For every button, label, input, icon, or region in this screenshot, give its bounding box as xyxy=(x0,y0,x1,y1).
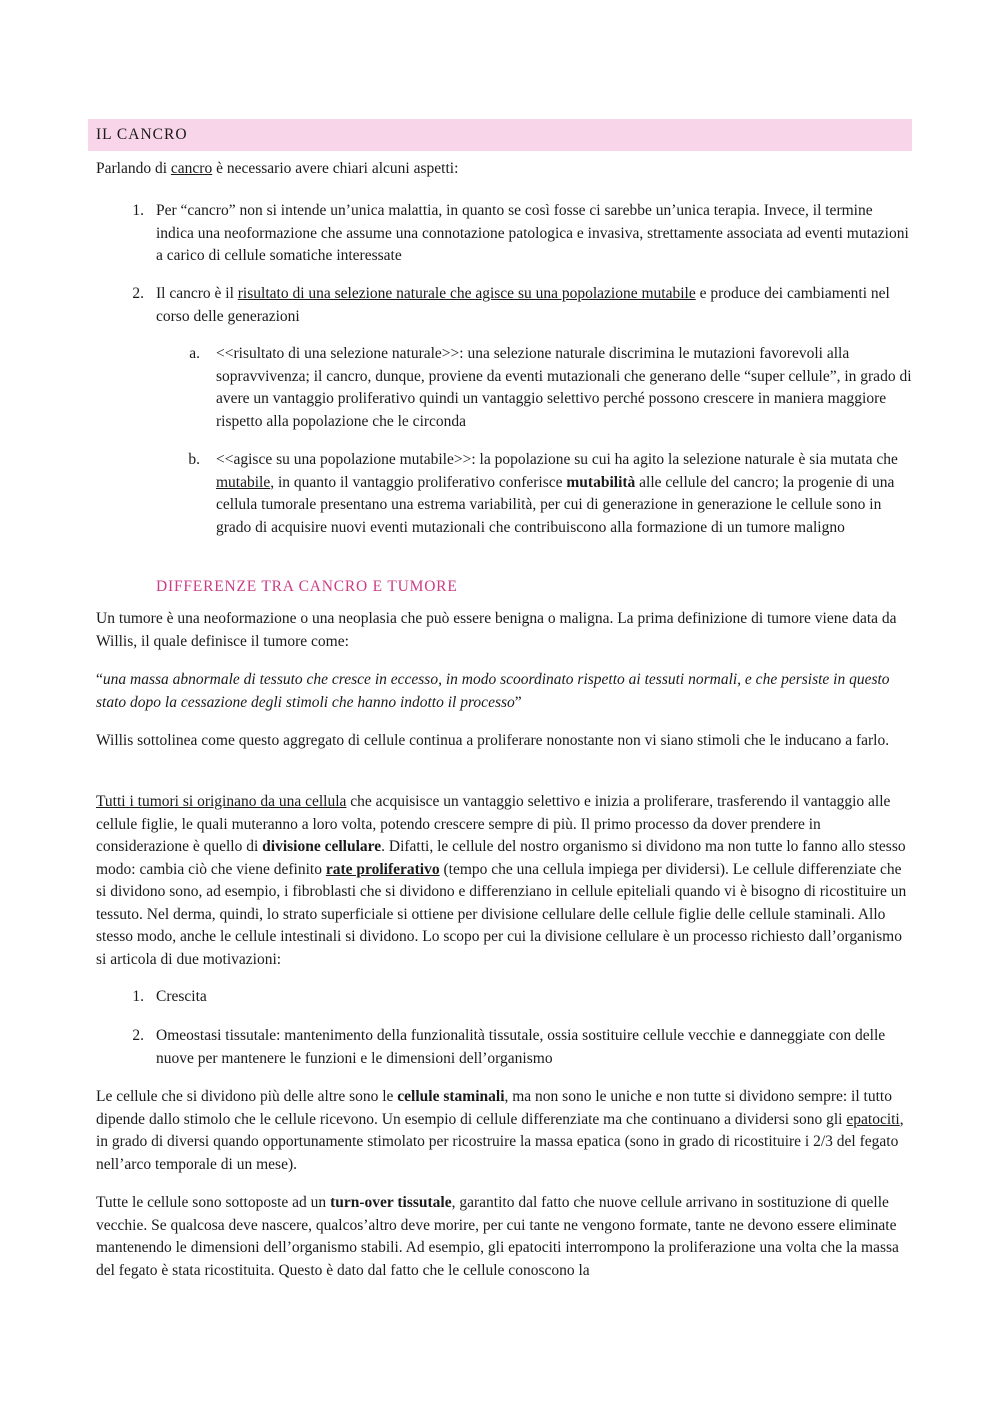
bold-term: turn-over tissutale xyxy=(330,1194,452,1211)
willis-quote xyxy=(96,669,912,714)
sub-list-item-letter: b. xyxy=(188,451,200,468)
intro-paragraph xyxy=(96,158,912,181)
list-item-text: Omeostasi tissutale: mantenimento della funzionalità tissutale, ossia sostituire cellule vecchie e danneggiate con delle nuove per mantenere le funzioni e le dimensioni dell’organismo xyxy=(156,1027,886,1067)
underlined-term: epatociti xyxy=(846,1110,900,1128)
list-item-number: 2. xyxy=(132,285,144,302)
subsection-heading: DIFFERENZE TRA CANCRO E TUMORE xyxy=(156,578,458,595)
bold-term: mutabilità xyxy=(566,473,636,491)
paragraph-turnover xyxy=(96,1192,912,1282)
underlined-phrase: Tutti i tumori si originano da una cellula xyxy=(96,793,347,810)
text-run: , ma non sono le uniche e non tutte si dividono sempre: il tutto dipende dallo stimolo che le cellule ricevono. Un esempio di cellule differenziate ma che continuano a dividersi sono gli xyxy=(96,1088,892,1128)
intro-text: Parlando di xyxy=(96,160,171,177)
text-run: <<agisce su una popolazione mutabile>>: la popolazione su cui ha agito la selezione naturale è sia mutata che xyxy=(216,451,898,468)
underlined-phrase: risultato di una selezione naturale che agisce su una popolazione mutabile xyxy=(237,285,696,302)
paragraph-stem-cells xyxy=(96,1086,912,1176)
text-run: Tutte le cellule sono sottoposte ad un xyxy=(96,1194,331,1211)
quote-close-mark: ” xyxy=(514,693,522,711)
quote-text: una massa abnormale di tessuto che cresce in eccesso, in modo scoordinato rispetto ai tessuti normali, e che persiste in questo stato dopo la cessazione degli stimoli che hanno indotto il processo xyxy=(96,671,890,711)
text-run: (tempo che una cellula impiega per dividersi). Le cellule differenziate che si dividono sono, ad esempio, i fibroblasti che si dividono e differenziano in cellule epiteliali quando vi è bisogno di ricostituire un tessuto. Nel derma, quindi, lo strato superficiale si ottiene per divisione cellulare delle cellule figlie delle cellule staminali. Allo stesso modo, anche le cellule intestinali si dividono. Lo scopo per cui la divisione cellulare è un processo richiesto dall’organismo si articola di due motivazioni: xyxy=(96,860,907,968)
sub-list-item-letter: a. xyxy=(189,345,200,362)
paragraph-cell-division xyxy=(96,791,912,971)
text-run: alle cellule del cancro; la progenie di una cellula tumorale presentano una estrema variabilità, per cui di generazione in generazione le cellule sono in grado di acquisire nuovi eventi mutazionali che contribuiscono alla formazione di un tumore maligno xyxy=(216,473,895,536)
text-run: Le cellule che si dividono più delle altre sono le xyxy=(96,1088,398,1105)
paragraph-tumor-definition: Un tumore è una neoformazione o una neoplasia che può essere benigna o maligna. La prima definizione di tumore viene data da Willis, il quale definisce il tumore come: xyxy=(96,610,897,650)
list-item-text xyxy=(156,283,912,328)
text-run: , in quanto il vantaggio proliferativo conferisce xyxy=(270,473,567,491)
bold-term: cellule staminali xyxy=(397,1088,505,1105)
list-item-number: 2. xyxy=(132,1027,144,1044)
intro-text-end: è necessario avere chiari alcuni aspetti: xyxy=(212,160,459,177)
intro-underlined-term: cancro xyxy=(170,160,213,177)
text-run: che acquisisce un vantaggio selettivo e inizia a proliferare, trasferendo il vantaggio alle cellule figlie, le quali muteranno a loro volta, potendo crescere sempre di più. Il primo processo da dover prendere in considerazione è quello di xyxy=(96,793,891,855)
bold-term: divisione cellulare xyxy=(262,838,382,855)
list-item-number: 1. xyxy=(132,202,144,219)
text-run: Il cancro è il xyxy=(156,285,238,302)
quote-open-mark: “ xyxy=(96,671,103,688)
text-run: , garantito dal fatto che nuove cellule arrivano in sostituzione di quelle vecchie. Se qualcosa deve nascere, qualcos’altro deve morire, per cui tante ne vengono formate, tante ne devono essere eliminate mantenendo le dimensioni dell’organismo stabili. Ad esempio, gli epatociti interrompono la proliferazione una volta che la massa del fegato è stata ricostituita. Questo è dato dal fatto che le cellule conoscono la xyxy=(96,1194,899,1279)
list-item-number: 1. xyxy=(132,988,144,1005)
text-run: . Difatti, le cellule del nostro organismo si dividono ma non tutte lo fanno allo stesso modo: cambia ciò che viene definito xyxy=(96,838,906,878)
sub-list-item-text xyxy=(216,449,912,539)
list-item-text: Per “cancro” non si intende un’unica malattia, in quanto se così fosse ci sarebbe un’unica terapia. Invece, il termine indica una neoformazione che assume una connotazione patologica e invasiva, strettamente associata ad eventi mutazioni a carico di cellule somatiche interessate xyxy=(156,202,909,264)
bold-underlined-term: rate proliferativo xyxy=(325,860,440,878)
underlined-term: mutabile xyxy=(216,473,271,491)
paragraph-willis: Willis sottolinea come questo aggregato di cellule continua a proliferare nonostante non vi siano stimoli che le inducano a farlo. xyxy=(96,732,890,749)
text-run: , in grado di diversi quando opportunamente stimolato per ricostruire la massa epatica (sono in grado di ricostituire i 2/3 del fegato nell’arco temporale di un mese). xyxy=(96,1110,904,1173)
sub-list-item-text: <<risultato di una selezione naturale>>: una selezione naturale discrimina le mutazioni favorevoli alla sopravvivenza; il cancro, dunque, proviene da eventi mutazionali che generano delle “super cellule”, in grado di avere un vantaggio proliferativo quindi un vantaggio selettivo perché possono crescere in maniera maggiore rispetto alla popolazione che le circonda xyxy=(216,345,912,430)
list-item-text: Crescita xyxy=(156,988,207,1005)
text-run: e produce dei cambiamenti nel corso delle generazioni xyxy=(156,285,890,325)
section-heading: IL CANCRO xyxy=(88,119,912,151)
